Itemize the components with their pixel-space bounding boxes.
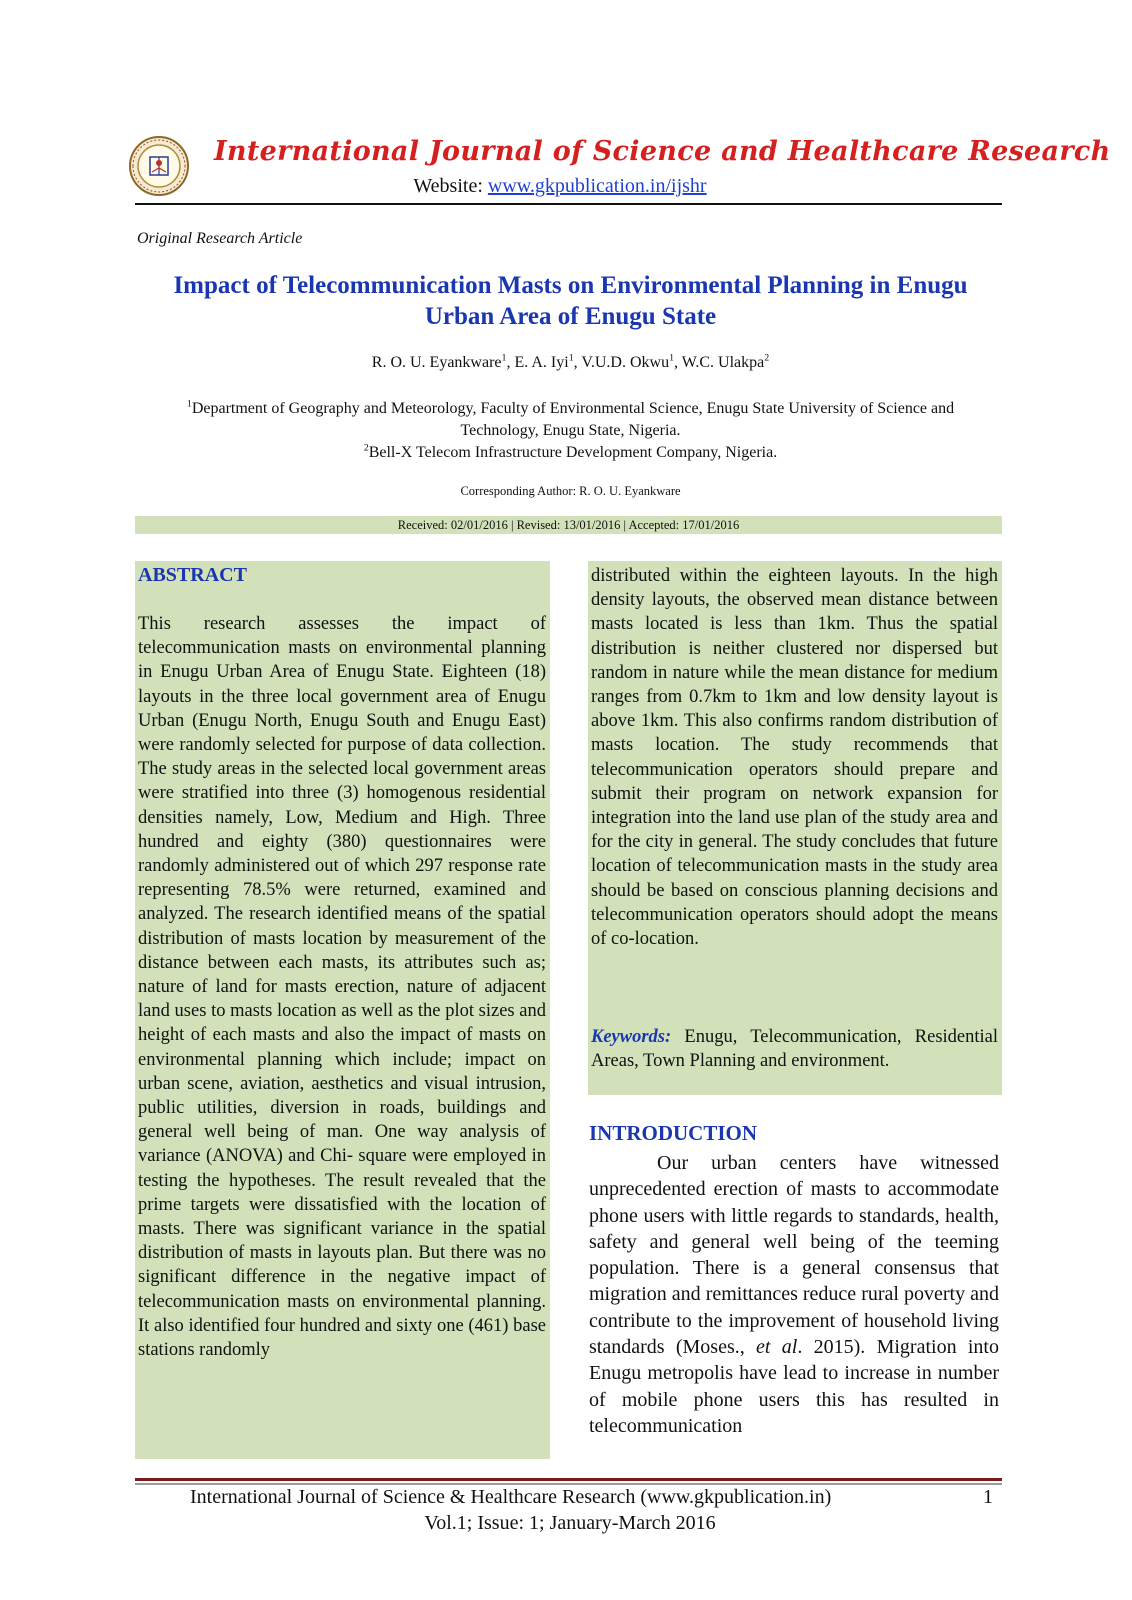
introduction-text: Our urban centers have witnessed unprecedented erection of masts to accommodate phone users with little regards to standards, health, safety and general well being of the teeming population. There is a general consensus that migration and remittances reduce rural poverty and contribute to the improvement of household living standards (Moses., bbox=[589, 1152, 999, 1359]
author: V.U.D. Okwu bbox=[581, 354, 670, 371]
affiliation bbox=[147, 442, 994, 464]
corresponding-author: Corresponding Author: R. O. U. Eyankware bbox=[460, 484, 681, 498]
article-type: Original Research Article bbox=[137, 230, 303, 247]
footer-journal: International Journal of Science & Healthcare Research (www.gkpublication.in) bbox=[190, 1486, 832, 1508]
affiliation bbox=[147, 398, 994, 442]
page-number: 1 bbox=[983, 1486, 993, 1508]
website-link[interactable]: www.gkpublication.in/ijshr bbox=[487, 175, 707, 197]
introduction-text-continued: . 2015). Migration into Enugu metropolis have lead to increase in number of mobile phone users this has resulted in telecommunication bbox=[589, 1336, 999, 1437]
keywords bbox=[591, 1025, 998, 1073]
affiliation-number: 2 bbox=[363, 442, 369, 454]
author-affiliation-mark: 1 bbox=[669, 352, 675, 364]
journal-website bbox=[200, 175, 920, 198]
author-list: R. O. U. Eyankware$^1$, E. A. Iyi$^1$, V.U.D. Okwu$^1$, W.C. Ulakpa$^2$ bbox=[371, 352, 770, 371]
et-al: et al bbox=[756, 1336, 798, 1359]
introduction-heading: INTRODUCTION bbox=[589, 1121, 758, 1145]
author-affiliation-mark: 2 bbox=[764, 352, 770, 364]
abstract-body: This research assesses the impact of telecommunication masts on environmental planning in Enugu Urban Area of Enugu State. Eighteen (18) layouts in the three local government area of Enugu Urban (Enugu North, Enugu South and Enugu East) were randomly selected for purpose of data collection. The study areas in the selected local government areas were stratified into three (3) homogenous residential densities namely, Low, Medium and High. Three hundred and eighty (380) questionnaires were randomly administered out of which 297 response rate representing 78.5% were returned, examined and analyzed. The research identified means of the spatial distribution of masts location by measurement of the distance between each masts, its attributes such as; nature of land for masts erection, nature of adjacent land uses to masts location as well as the plot sizes and height of each masts and also the impact of masts on environmental planning which include; impact on urban scene, aviation, aesthetics and visual intrusion, public utilities, diversion in roads, buildings and general well being of man. One way analysis of variance (ANOVA) and Chi- square were employed in testing the hypotheses. The result revealed that the prime targets were dissatisfied with the location of masts. There was significant variance in the spatial distribution of masts in layouts plan. But there was no significant difference in the negative impact of telecommunication masts on environmental planning. It also identified four hundred and sixty one (461) base stations randomly bbox=[138, 614, 546, 1361]
footer-issue: Vol.1; Issue: 1; January-March 2016 bbox=[424, 1512, 716, 1534]
author: W.C. Ulakpa bbox=[681, 354, 765, 371]
author: R. O. U. Eyankware bbox=[371, 354, 502, 371]
affiliation-list bbox=[147, 398, 994, 464]
abstract-heading: ABSTRACT bbox=[138, 564, 247, 586]
abstract-body-continued: distributed within the eighteen layouts. In the high density layouts, the observed mean distance between masts located is less than 1km. Thus the spatial distribution is neither clustered nor dispersed but random in nature while the mean distance for medium ranges from 0.7km to 1km and low density layout is above 1km. This also confirms random distribution of masts location. The study recommends that telecommunication operators should prepare and submit their program on network expansion for integration into the land use plan of the study area and for the city in general. The study concludes that future location of telecommunication masts in the study area should be based on conscious planning decisions and telecommunication operators should adopt the means of co-location. bbox=[591, 566, 998, 950]
footer-divider bbox=[135, 1478, 1002, 1481]
affiliation-text: Department of Geography and Meteorology, Faculty of Environmental Science, Enugu State University of Science and Technology, Enugu State, Nigeria. bbox=[191, 400, 955, 439]
affiliation-text: Bell-X Telecom Infrastructure Development Company, Nigeria. bbox=[368, 444, 778, 461]
paper-title: Impact of Telecommunication Masts on Environmental Planning in Enugu Urban Area of Enugu State bbox=[173, 272, 968, 330]
journal-seal-logo-icon bbox=[128, 135, 190, 197]
journal-title: International Journal of Science and Healthcare Research bbox=[214, 136, 1111, 167]
header-divider bbox=[135, 203, 1002, 205]
footer-divider-secondary bbox=[135, 1483, 1002, 1485]
keywords-label: Keywords: bbox=[591, 1027, 672, 1047]
author-affiliation-mark: 1 bbox=[568, 352, 574, 364]
author: E. A. Iyi bbox=[514, 354, 569, 371]
introduction-body bbox=[589, 1150, 999, 1439]
author-affiliation-mark: 1 bbox=[501, 352, 507, 364]
affiliation-number: 1 bbox=[186, 398, 192, 410]
keywords-list: Enugu, Telecommunication, Residential Areas, Town Planning and environment. bbox=[591, 1027, 999, 1072]
website-label: Website: bbox=[413, 175, 483, 197]
submission-dates: Received: 02/01/2016 | Revised: 13/01/2016 | Accepted: 17/01/2016 bbox=[135, 516, 1002, 534]
